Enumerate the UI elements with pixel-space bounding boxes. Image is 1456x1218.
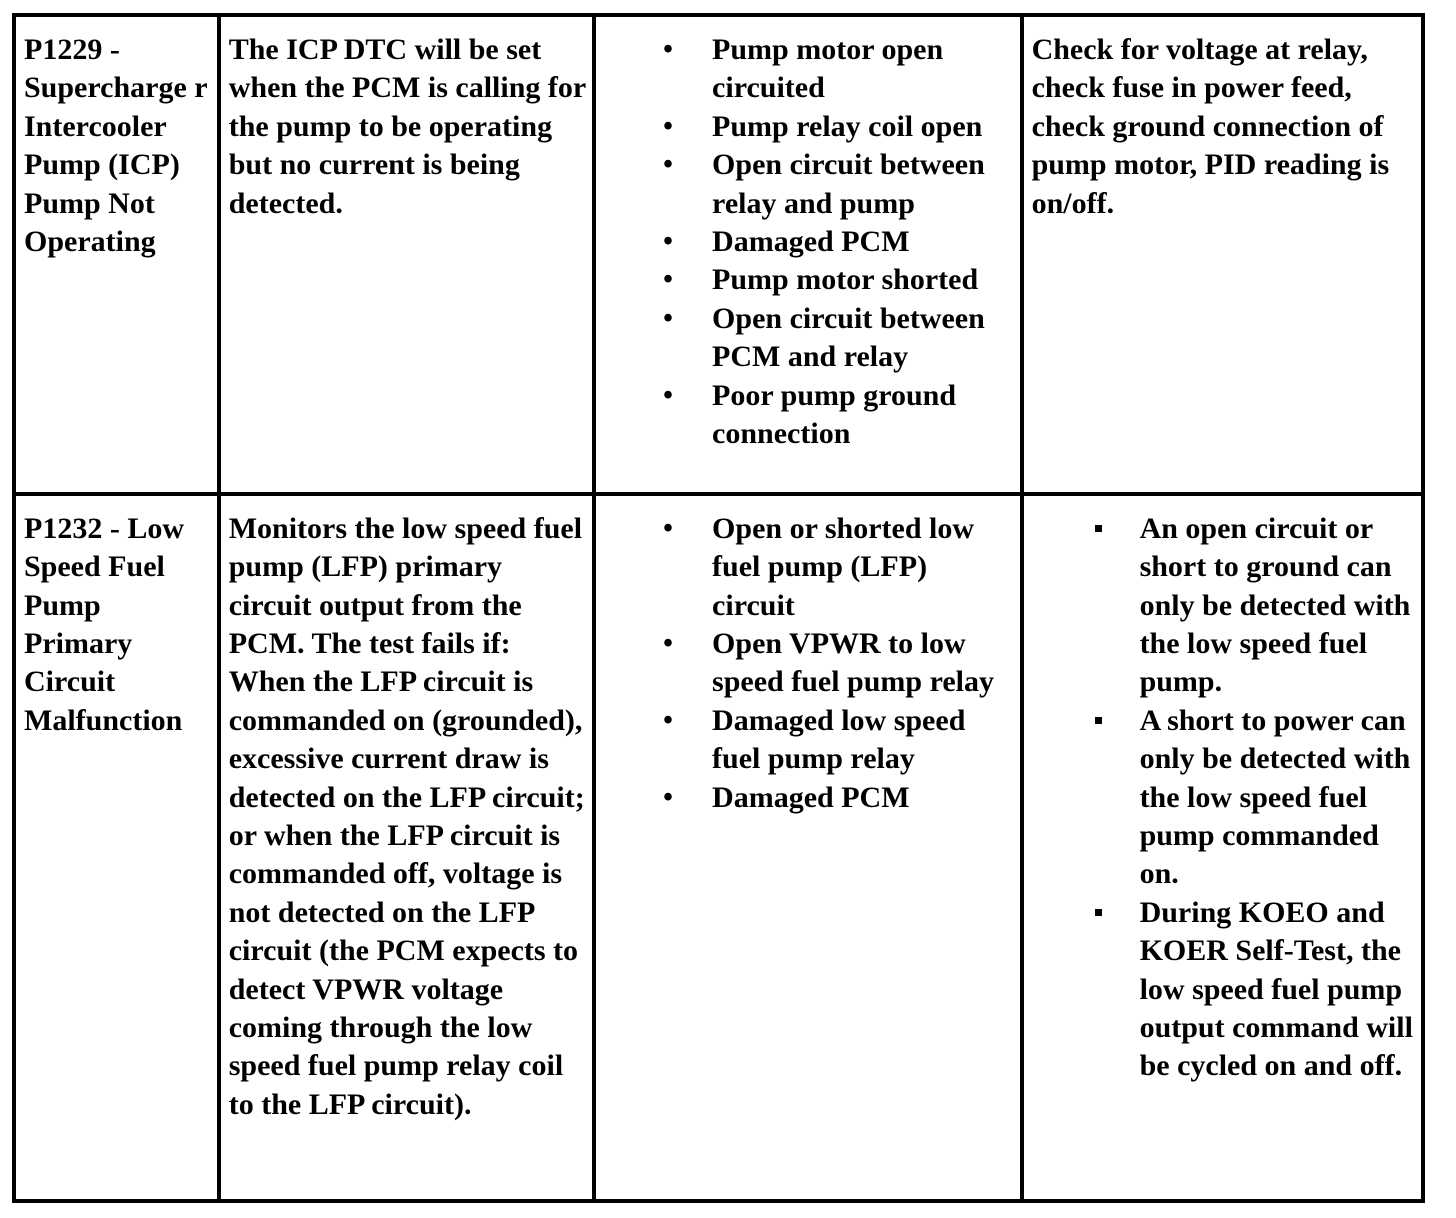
list-item xyxy=(663,377,1014,454)
bullet-icon: • xyxy=(663,226,673,258)
list-item xyxy=(1140,702,1415,894)
bullet-icon: • xyxy=(663,379,673,411)
diagnostic-aid-text: An open circuit or short to ground can only be detected with the low speed fuel pump. xyxy=(1139,511,1411,699)
list-item xyxy=(663,261,1014,299)
diagnostic-aids-list xyxy=(1032,510,1415,1086)
code-description-cell xyxy=(14,15,219,494)
diagnostic-aids-cell xyxy=(1022,15,1423,494)
dtc-table xyxy=(12,13,1425,1203)
list-item xyxy=(663,31,1014,108)
list-item xyxy=(1140,894,1415,1086)
bullet-icon: • xyxy=(663,264,673,296)
list-item xyxy=(663,300,1014,377)
bullet-icon: • xyxy=(663,34,673,65)
possible-causes-list xyxy=(604,510,1014,817)
conditions-cell xyxy=(219,15,594,494)
cause-text: Open circuit between relay and pump xyxy=(712,148,985,220)
square-bullet-icon xyxy=(1095,717,1102,724)
list-item xyxy=(663,108,1014,146)
bullet-icon: • xyxy=(663,704,673,736)
bullet-icon: • xyxy=(663,781,673,813)
cause-text: Damaged PCM xyxy=(712,780,910,814)
code-description: P1229 - Supercharge r Intercooler Pump (ICP) Pump Not Operating xyxy=(24,33,208,259)
possible-causes-list xyxy=(604,31,1014,453)
conditions-text: Monitors the low speed fuel pump (LFP) primary circuit output from the PCM. The test fails if: When the LFP circuit is commanded on (grounded), excessive current draw is detected on the LFP circuit; or when the LFP circuit is commanded off, voltage is not detected on the LFP circuit (the PCM expects to detect VPWR voltage coming through the low speed fuel pump relay coil to the LFP circuit). xyxy=(228,511,585,1121)
square-bullet-icon xyxy=(1095,909,1102,916)
cause-text: Open circuit between PCM and relay xyxy=(712,301,985,374)
cause-text: Pump motor shorted xyxy=(712,263,979,297)
bullet-icon: • xyxy=(663,302,673,334)
cause-text: Open VPWR to low speed fuel pump relay xyxy=(712,627,995,699)
possible-causes-cell xyxy=(594,15,1022,494)
bullet-icon: • xyxy=(663,512,673,544)
list-item xyxy=(663,702,1014,779)
bullet-icon: • xyxy=(663,110,673,142)
list-item xyxy=(663,779,1014,817)
cause-text: Pump motor open circuited xyxy=(712,33,944,105)
code-description-cell xyxy=(14,494,219,1201)
diagnostic-aids-text: Check for voltage at relay, check fuse in power feed, check ground connection of pump motor, PID reading is on/off. xyxy=(1031,33,1390,220)
diagnostic-aids-cell xyxy=(1022,494,1423,1201)
list-item xyxy=(663,625,1014,702)
table-row xyxy=(14,494,1423,1201)
list-item xyxy=(663,146,1014,223)
list-item xyxy=(663,510,1014,625)
list-item xyxy=(663,223,1014,261)
bullet-icon: • xyxy=(663,628,673,660)
conditions-cell xyxy=(219,494,594,1201)
square-bullet-icon xyxy=(1095,525,1102,532)
cause-text: Poor pump ground connection xyxy=(712,378,957,451)
possible-causes-cell xyxy=(594,494,1022,1201)
diagnostic-aid-text: A short to power can only be detected with the low speed fuel pump commanded on. xyxy=(1139,703,1411,891)
cause-text: Pump relay coil open xyxy=(712,109,983,143)
bullet-icon: • xyxy=(663,149,673,181)
code-description: P1232 - Low Speed Fuel Pump Primary Circuit Malfunction xyxy=(24,511,184,737)
cause-text: Damaged PCM xyxy=(712,225,910,259)
cause-text: Damaged low speed fuel pump relay xyxy=(712,703,966,776)
diagnostic-aid-text: During KOEO and KOER Self-Test, the low speed fuel pump output command will be cycled on and off. xyxy=(1139,895,1413,1083)
list-item xyxy=(1140,510,1415,702)
cause-text: Open or shorted low fuel pump (LFP) circuit xyxy=(712,511,975,622)
conditions-text: The ICP DTC will be set when the PCM is calling for the pump to be operating but no current is being detected. xyxy=(228,33,586,220)
table-row xyxy=(14,15,1423,494)
